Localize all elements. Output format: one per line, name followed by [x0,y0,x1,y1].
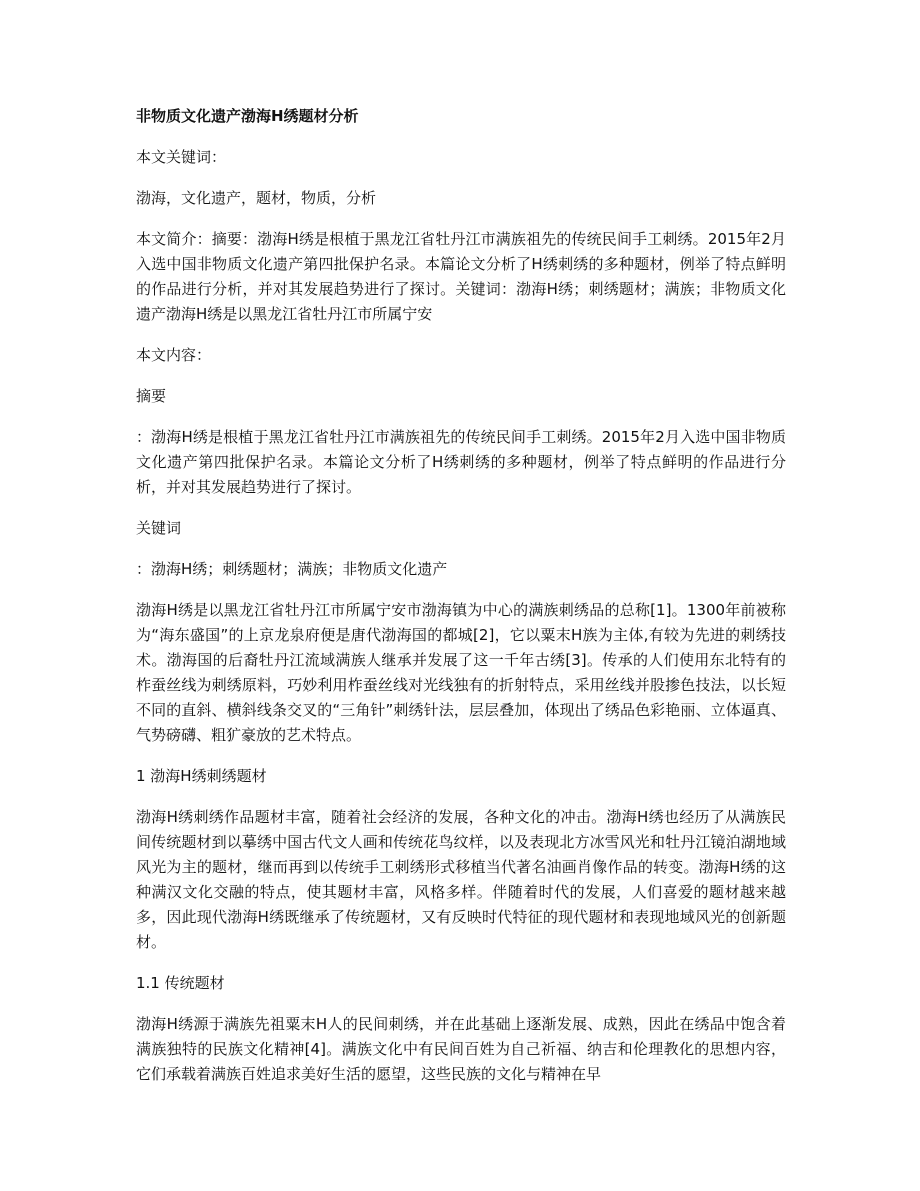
keywords-body: ：渤海H绣；刺绣题材；满族；非物质文化遗产 [136,560,448,578]
content-label: 本文内容： [136,346,212,364]
intro-paragraph: 本文简介：摘要：渤海H绣是根植于黑龙江省牡丹江市满族祖先的传统民间手工刺绣。2015年2月入选中国非物质文化遗产第四批保护名录。本篇论文分析了H绣刺绣的多种题材，例举了特点鲜明的作品进行分析，并对其发展趋势进行了探讨。关键词：渤海H绣；刺绣题材；满族；非物质文化遗产渤海H绣是以黑龙江省牡丹江市所属宁安 [136,230,786,323]
keywords-list: 渤海，文化遗产，题材，物质，分析 [136,189,377,207]
document-title: 非物质文化遗产渤海H绣题材分析 [136,107,359,125]
section-1-1-heading: 1.1 传统题材 [136,974,225,992]
body-paragraph-2: 渤海H绣刺绣作品题材丰富，随着社会经济的发展，各种文化的冲击。渤海H绣也经历了从满族民间传统题材到以摹绣中国古代文人画和传统花鸟纹样，以及表现北方冰雪风光和牡丹江镜泊湖地域风光为主的题材，继而再到以传统手工刺绣形式移植当代著名油画肖像作品的转变。渤海H绣的这种满汉文化交融的特点，使其题材丰富，风格多样。伴随着时代的发展，人们喜爱的题材越来越多，因此现代渤海H绣既继承了传统题材，又有反映时代特征的现代题材和表现地域风光的创新题材。 [136,808,786,951]
body-paragraph-1: 渤海H绣是以黑龙江省牡丹江市所属宁安市渤海镇为中心的满族刺绣品的总称[1]。1300年前被称为“海东盛国”的上京龙泉府便是唐代渤海国的都城[2]，它以粟末H族为主体,有较为先进的刺绣技术。渤海国的后裔牡丹江流域满族人继承并发展了这一千年古绣[3]。传承的人们使用东北特有的柞蚕丝线为刺绣原料，巧妙利用柞蚕丝线对光线独有的折射特点，采用丝线并股掺色技法，以长短不同的直斜、横斜线条交叉的“三角针”刺绣针法，层层叠加，体现出了绣品色彩艳丽、立体逼真、气势磅礴、粗犷豪放的艺术特点。 [136,601,786,744]
abstract-body: ：渤海H绣是根植于黑龙江省牡丹江市满族祖先的传统民间手工刺绣。2015年2月入选中国非物质文化遗产第四批保护名录。本篇论文分析了H绣刺绣的多种题材，例举了特点鲜明的作品进行分析，并对其发展趋势进行了探讨。 [136,428,786,496]
document-page [136,104,786,1103]
abstract-heading: 摘要 [136,387,167,405]
keywords-heading: 关键词 [136,519,182,537]
keywords-label: 本文关键词： [136,148,227,166]
section-1-heading: 1 渤海H绣刺绣题材 [136,767,267,785]
body-paragraph-3: 渤海H绣源于满族先祖粟末H人的民间刺绣，并在此基础上逐渐发展、成熟，因此在绣品中饱含着满族独特的民族文化精神[4]。满族文化中有民间百姓为自己祈福、纳吉和伦理教化的思想内容，它们承载着满族百姓追求美好生活的愿望，这些民族的文化与精神在早 [136,1015,786,1083]
